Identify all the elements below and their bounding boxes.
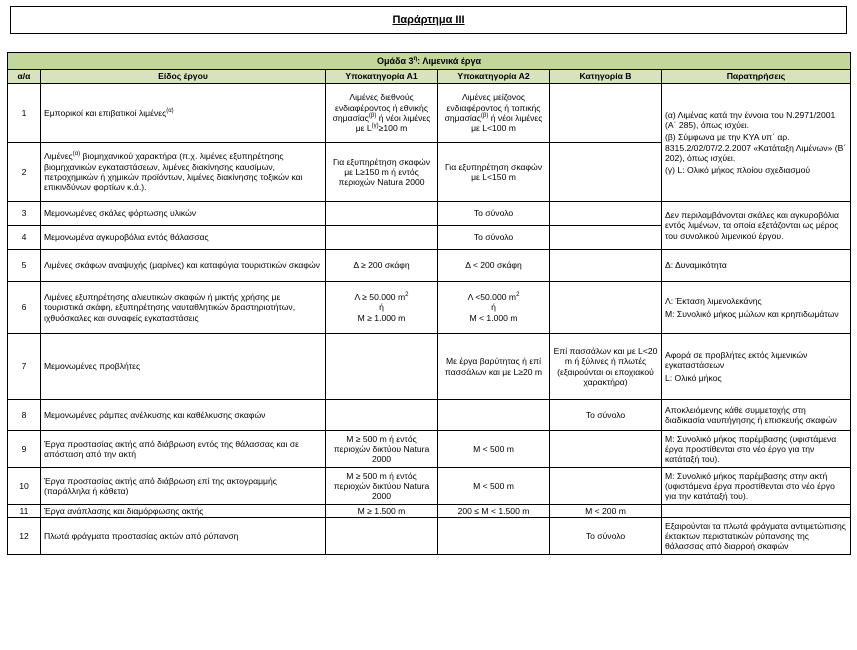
row-a1 bbox=[326, 226, 438, 250]
row-number: 4 bbox=[8, 226, 41, 250]
row-number: 1 bbox=[8, 84, 41, 143]
row-notes: Εξαιρούνται τα πλωτά φράγματα αντιμετώπισης έκτακτων περιστατικών ρύπανσης της θάλασσας από διαρροή σκαφών bbox=[662, 518, 851, 555]
row-a1 bbox=[326, 518, 438, 555]
table-row bbox=[8, 84, 851, 143]
note-b: (β) Σύμφωνα με την ΚΥΑ υπ΄ αρ. 8315.2/02/07/2.2.2007 «Κατάταξη Λιμένων» (Β΄ 202), όπως ισχύει. bbox=[665, 132, 847, 163]
header-b: Κατηγορία Β bbox=[550, 70, 662, 84]
header-type: Είδος έργου bbox=[41, 70, 326, 84]
row-a1: Λ ≥ 50.000 $m^2$ ή M ≥ 1.000 m bbox=[326, 282, 438, 334]
row-a1: Λιμένες διεθνούς ενδιαφέροντος ή εθνικής σημασίας$^{(\beta)}$ ή νέοι λιμένες με $L^{(\gamma)}\ge 100$ m bbox=[326, 84, 438, 143]
table-row bbox=[8, 202, 851, 226]
row-a1: M ≥ 1.500 m bbox=[326, 505, 438, 518]
table-row bbox=[8, 400, 851, 431]
row-number: 3 bbox=[8, 202, 41, 226]
row-a2 bbox=[438, 400, 550, 431]
row-b: Το σύνολο bbox=[550, 518, 662, 555]
row-type: Έργα προστασίας ακτής από διάβρωση επί της ακτογραμμής (παράλληλα ή κάθετα) bbox=[41, 468, 326, 505]
row-a2 bbox=[438, 518, 550, 555]
row-b bbox=[550, 143, 662, 202]
row-a1 bbox=[326, 334, 438, 400]
row-b bbox=[550, 250, 662, 282]
row-type: Μεμονωμένες σκάλες φόρτωσης υλικών bbox=[41, 202, 326, 226]
row-a1 bbox=[326, 202, 438, 226]
table-row bbox=[8, 431, 851, 468]
row-number: 8 bbox=[8, 400, 41, 431]
row-a1: Δ ≥ 200 σκάφη bbox=[326, 250, 438, 282]
header-aa: α/α bbox=[8, 70, 41, 84]
row-a2: Δ < 200 σκάφη bbox=[438, 250, 550, 282]
row-number: 11 bbox=[8, 505, 41, 518]
row-notes: Δεν περιλαμβάνονται σκάλες και αγκυροβόλια εντός λιμένων, τα οποία εξετάζονται ως μέρος του συνολικού λιμενικού έργου. bbox=[662, 202, 851, 250]
row-notes bbox=[662, 84, 851, 202]
row-number: 10 bbox=[8, 468, 41, 505]
row-b bbox=[550, 202, 662, 226]
row-notes: M: Συνολικό μήκος παρέμβασης (υφιστάμενα έργα προστίθενται στο νέο έργο για την κατάταξή του). bbox=[662, 431, 851, 468]
header-notes: Παρατηρήσεις bbox=[662, 70, 851, 84]
row-type: Έργα ανάπλασης και διαμόρφωσης ακτής bbox=[41, 505, 326, 518]
row-type: Εμπορικοί και επιβατικοί λιμένες$^{(\alpha)}$ bbox=[41, 84, 326, 143]
row-a2: Το σύνολο bbox=[438, 202, 550, 226]
row-a1 bbox=[326, 400, 438, 431]
row-a2: Για εξυπηρέτηση σκαφών με L<150 m bbox=[438, 143, 550, 202]
header-a1: Υποκατηγορία Α1 bbox=[326, 70, 438, 84]
row-a1: M ≥ 500 m ή εντός περιοχών δικτύου Natura 2000 bbox=[326, 468, 438, 505]
row-a2: M < 500 m bbox=[438, 431, 550, 468]
row-notes: Λ: Έκταση λιμενολεκάνης M: Συνολικό μήκος μώλων και κρηπιδωμάτων bbox=[662, 282, 851, 334]
row-type: Λιμένες σκάφων αναψυχής (μαρίνες) και καταφύγια τουριστικών σκαφών bbox=[41, 250, 326, 282]
row-b bbox=[550, 468, 662, 505]
table-row bbox=[8, 468, 851, 505]
row-b: Επί πασσάλων και με L<20 m ή ξύλινες ή πλωτές (εξαιρούνται οι εποχιακού χαρακτήρα) bbox=[550, 334, 662, 400]
row-b bbox=[550, 84, 662, 143]
harbor-works-table bbox=[7, 52, 851, 555]
row-number: 12 bbox=[8, 518, 41, 555]
row-a2: 200 ≤ M < 1.500 m bbox=[438, 505, 550, 518]
annex-title: Παράρτημα ΙΙΙ bbox=[10, 6, 847, 34]
table-row bbox=[8, 518, 851, 555]
group-title: Ομάδα $3^\eta$: Λιμενικά έργα bbox=[8, 53, 851, 70]
row-type: Λιμένες$^{(\alpha)}$ βιομηχανικού χαρακτήρα (π.χ. λιμένες εξυπηρέτησης βιομηχανικών εγκαταστάσεων, λιμένες διακίνησης καυσίμων, πετροχημικών ή χημικών προϊόντων, λιμένες διακίνησης τοξικών και επικινδύνων φορτίων κ.ά.). bbox=[41, 143, 326, 202]
row-notes: Αφορά σε προβλήτες εκτός λιμενικών εγκαταστάσεων L: Ολικό μήκος bbox=[662, 334, 851, 400]
table-row bbox=[8, 282, 851, 334]
row-number: 6 bbox=[8, 282, 41, 334]
row-type: Μεμονωμένα αγκυροβόλια εντός θάλασσας bbox=[41, 226, 326, 250]
row-number: 9 bbox=[8, 431, 41, 468]
row-a2: M < 500 m bbox=[438, 468, 550, 505]
row-type: Μεμονωμένες προβλήτες bbox=[41, 334, 326, 400]
row-number: 7 bbox=[8, 334, 41, 400]
header-a2: Υποκατηγορία Α2 bbox=[438, 70, 550, 84]
row-a2: Λιμένες μείζονος ενδιαφέροντος ή τοπικής σημασίας$^{(\beta)}$ ή νέοι λιμένες με L<100 m bbox=[438, 84, 550, 143]
table-row bbox=[8, 505, 851, 518]
row-number: 5 bbox=[8, 250, 41, 282]
row-type: Έργα προστασίας ακτής από διάβρωση εντός της θάλασσας και σε απόσταση από την ακτή bbox=[41, 431, 326, 468]
row-b: M < 200 m bbox=[550, 505, 662, 518]
row-a2: Με έργα βαρύτητας ή επί πασσάλων και με L≥20 m bbox=[438, 334, 550, 400]
row-notes: M: Συνολικό μήκος παρέμβασης στην ακτή (υφιστάμενα έργα προστίθενται στο νέο έργο για την κατάταξή του). bbox=[662, 468, 851, 505]
row-type: Μεμονωμένες ράμπες ανέλκυσης και καθέλκυσης σκαφών bbox=[41, 400, 326, 431]
row-number: 2 bbox=[8, 143, 41, 202]
row-b bbox=[550, 226, 662, 250]
note-a: (α) Λιμένας κατά την έννοια του Ν.2971/2001 (Α΄ 285), όπως ισχύει. bbox=[665, 109, 836, 130]
table-row bbox=[8, 250, 851, 282]
row-b bbox=[550, 431, 662, 468]
row-a2: Το σύνολο bbox=[438, 226, 550, 250]
row-notes: Αποκλειόμενης κάθε συμμετοχής στη διαδικασία ναυπήγησης ή επισκευής σκαφών bbox=[662, 400, 851, 431]
row-type: Πλωτά φράγματα προστασίας ακτών από ρύπανση bbox=[41, 518, 326, 555]
row-type: Λιμένες εξυπηρέτησης αλιευτικών σκαφών ή μικτής χρήσης με τουριστικά σκάφη, εξυπηρέτησης ναυταθλητικών δραστηριοτήτων, ιχθυόσκαλες και συναφείς εγκαταστάσεις bbox=[41, 282, 326, 334]
row-a1: Για εξυπηρέτηση σκαφών με L≥150 m ή εντός περιοχών Natura 2000 bbox=[326, 143, 438, 202]
row-b bbox=[550, 282, 662, 334]
row-b: Το σύνολο bbox=[550, 400, 662, 431]
note-g: (γ) L: Ολικό μήκος πλοίου σχεδιασμού bbox=[665, 165, 811, 176]
row-notes bbox=[662, 505, 851, 518]
row-notes: Δ: Δυναμικότητα bbox=[662, 250, 851, 282]
row-a1: M ≥ 500 m ή εντός περιοχών δικτύου Natura 2000 bbox=[326, 431, 438, 468]
row-a2: Λ <50.000 $m^2$ ή M < 1.000 m bbox=[438, 282, 550, 334]
table-row bbox=[8, 334, 851, 400]
